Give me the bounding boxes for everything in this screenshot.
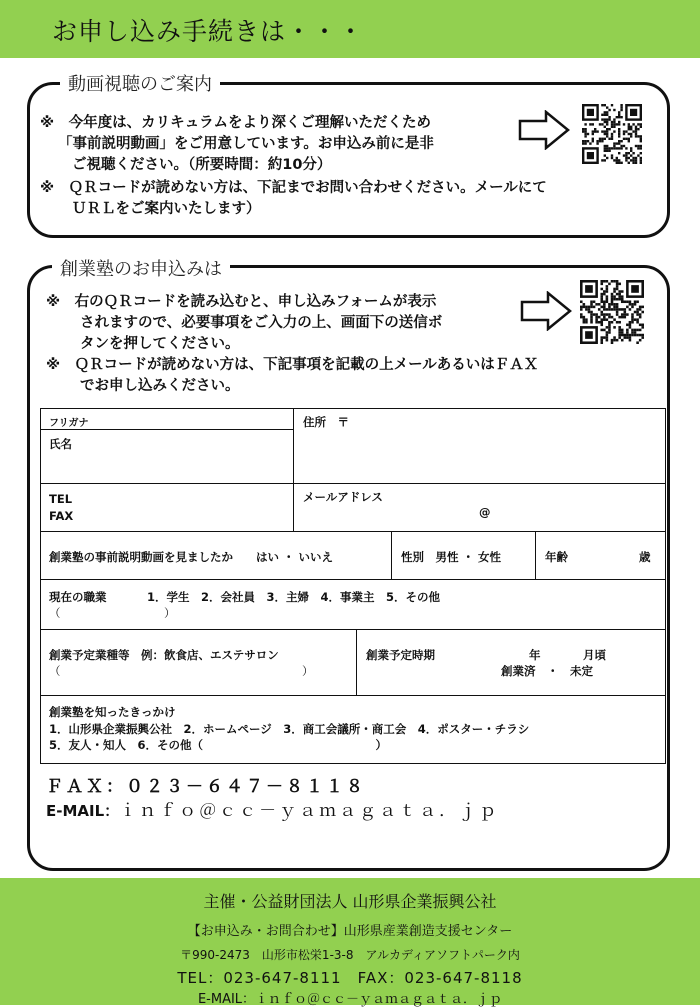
- contact-fax: ＦＡＸ：０２３－６４７－８１１８: [46, 777, 366, 797]
- video-text-line: ※ ＱＲコードが読めない方は、下記までお問い合わせください。メールにて: [40, 180, 547, 196]
- video-text-line: ご視聴ください。（所要時間：約10分）: [72, 157, 332, 173]
- contact-email-address[interactable]: ｉｎｆｏ＠ｃｃ－ｙａｍａｇａｔａ．ｊｐ: [119, 801, 500, 821]
- header-bar: [0, 0, 700, 58]
- apply-text-line: タンを押してください。: [80, 336, 240, 352]
- furigana-field[interactable]: フリガナ: [49, 418, 89, 429]
- email-at-sign: @: [479, 505, 491, 519]
- qr-code-icon[interactable]: [582, 104, 642, 164]
- qr-code-icon[interactable]: [580, 280, 644, 344]
- source-label: 創業塾を知ったきっかけ: [49, 705, 176, 719]
- video-section-heading: 動画視聴のご案内: [60, 70, 220, 96]
- footer-organizer: 主催・公益財団法人 山形県企業振興公社: [203, 892, 497, 911]
- job-other-paren[interactable]: （ ）: [49, 606, 176, 620]
- page-title: お申し込み手続きは・・・: [52, 17, 365, 46]
- video-watched-question[interactable]: 創業塾の事前説明動画を見ましたか はい ・ いいえ: [49, 550, 334, 564]
- source-options-line1[interactable]: 1．山形県企業振興公社 2．ホームページ 3．商工会議所・商工会 4．ポスター・チラシ: [49, 722, 530, 736]
- age-unit: 歳: [639, 550, 651, 564]
- tel-field[interactable]: TEL: [49, 492, 73, 506]
- footer-address: 〒990-2473 山形市松栄1-3-8 アルカディアソフトパーク内: [180, 948, 520, 962]
- video-text-line: ＵＲＬをご案内いたします）: [72, 201, 261, 217]
- apply-text-line: ※ 右のＱＲコードを読み込むと、申し込みフォームが表示: [46, 294, 437, 310]
- apply-text-line: されますので、必要事項をご入力の上、画面下の送信ボ: [80, 315, 443, 331]
- job-label: 現在の職業: [49, 590, 107, 604]
- address-field[interactable]: 住所 〒: [303, 415, 349, 429]
- right-arrow-icon: [520, 291, 572, 331]
- job-options[interactable]: 1．学生 2．会社員 3．主婦 4．事業主 5．その他: [147, 590, 441, 604]
- footer: [0, 878, 700, 1005]
- contact-email[interactable]: [46, 796, 499, 821]
- source-options-line2[interactable]: 5．友人・知人 6．その他（ ）: [49, 738, 387, 752]
- fax-field[interactable]: FAX: [49, 509, 74, 523]
- start-period-label: 創業予定時期: [366, 648, 435, 662]
- business-type-label: 創業予定業種等 例：飲食店、エステサロン: [49, 648, 279, 662]
- video-text-line: ※ 今年度は、カリキュラムをより深くご理解いただくため: [40, 115, 431, 131]
- footer-tel-fax: TEL：023-647-8111 FAX：023-647-8118: [177, 969, 523, 987]
- apply-text-line: でお申し込みください。: [80, 378, 240, 394]
- contact-email-label: E-MAIL：: [46, 802, 120, 820]
- start-period-year[interactable]: 年: [529, 648, 541, 662]
- start-period-month[interactable]: 月頃: [583, 648, 606, 662]
- video-text-line: 「事前説明動画」をご用意しています。お申込み前に是非: [58, 136, 434, 152]
- footer-inquiry: 【お申込み・お問合わせ】山形県産業創造支援センター: [187, 924, 513, 939]
- age-field[interactable]: 年齢: [545, 550, 568, 564]
- start-period-status[interactable]: 創業済 ・ 未定: [501, 664, 593, 678]
- email-field[interactable]: メールアドレス: [303, 490, 383, 504]
- right-arrow-icon: [518, 110, 570, 150]
- application-form: [40, 408, 666, 764]
- name-field[interactable]: 氏名: [49, 437, 72, 451]
- gender-field[interactable]: 性別 男性 ・ 女性: [401, 550, 502, 564]
- footer-email[interactable]: E-MAIL：ｉｎｆｏ＠ｃｃ－ｙａｍａｇａｔａ．ｊｐ: [197, 992, 503, 1007]
- apply-text-line: ※ ＱＲコードが読めない方は、下記事項を記載の上メールあるいはＦＡＸ: [46, 357, 539, 373]
- apply-section-heading: 創業塾のお申込みは: [52, 255, 230, 281]
- business-type-paren[interactable]: （ ）: [49, 664, 314, 678]
